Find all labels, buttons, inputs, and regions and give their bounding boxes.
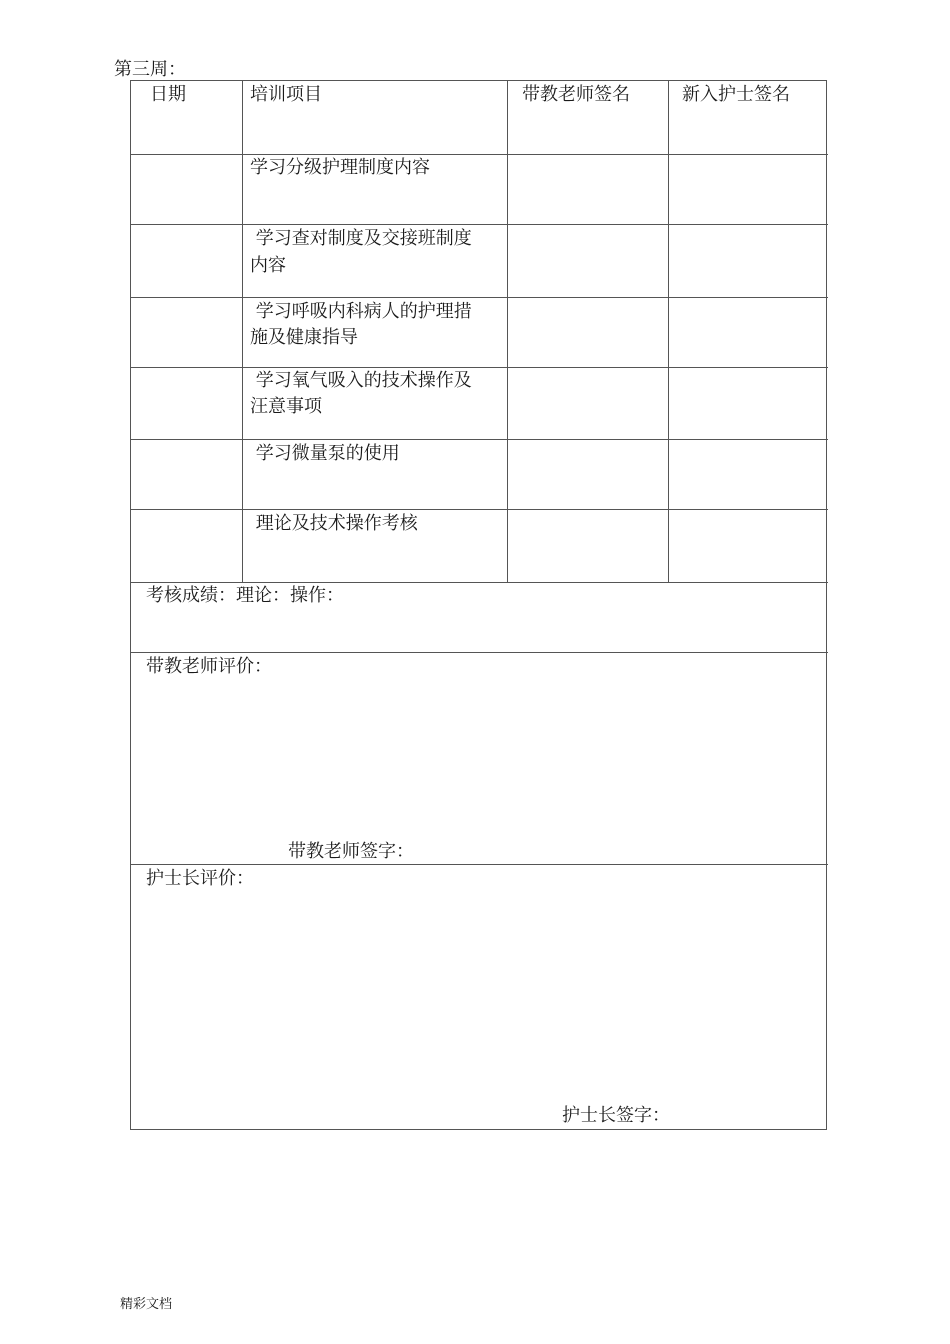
footer-text: 精彩文档 <box>120 1297 173 1312</box>
header-nurse-signature: 新入护士签名 <box>682 84 790 105</box>
training-record-table <box>130 80 827 1130</box>
teacher-evaluation-label: 带教老师评价： <box>146 656 272 677</box>
row-divider <box>131 367 828 368</box>
row-divider <box>131 297 828 298</box>
training-item-2-cont: 内容 <box>250 255 286 276</box>
column-divider <box>507 81 508 582</box>
score-label: 考核成绩：理论：操作： <box>146 585 344 606</box>
header-teacher-signature: 带教老师签名 <box>522 84 630 105</box>
row-divider <box>131 509 828 510</box>
training-item-6: 理论及技术操作考核 <box>250 513 418 534</box>
row-divider <box>131 652 828 653</box>
row-divider <box>131 154 828 155</box>
training-item-3: 学习呼吸内科病人的护理措 <box>250 301 472 322</box>
head-nurse-evaluation-label: 护士长评价： <box>146 868 254 889</box>
header-date: 日期 <box>150 84 186 105</box>
head-nurse-signature-label: 护士长签字： <box>562 1105 670 1126</box>
row-divider <box>131 224 828 225</box>
header-training-item: 培训项目 <box>250 84 322 105</box>
training-item-1: 学习分级护理制度内容 <box>250 157 430 178</box>
week-title: 第三周： <box>114 59 186 80</box>
training-item-5: 学习微量泵的使用 <box>250 443 400 464</box>
training-item-2: 学习查对制度及交接班制度 <box>250 228 472 249</box>
column-divider <box>242 81 243 582</box>
training-item-3-cont: 施及健康指导 <box>250 327 358 348</box>
training-item-4-cont: 汪意事项 <box>250 396 322 417</box>
row-divider <box>131 439 828 440</box>
column-divider <box>668 81 669 582</box>
training-item-4: 学习氧气吸入的技术操作及 <box>250 370 472 391</box>
teacher-signature-label: 带教老师签字： <box>288 841 414 862</box>
row-divider <box>131 864 828 865</box>
